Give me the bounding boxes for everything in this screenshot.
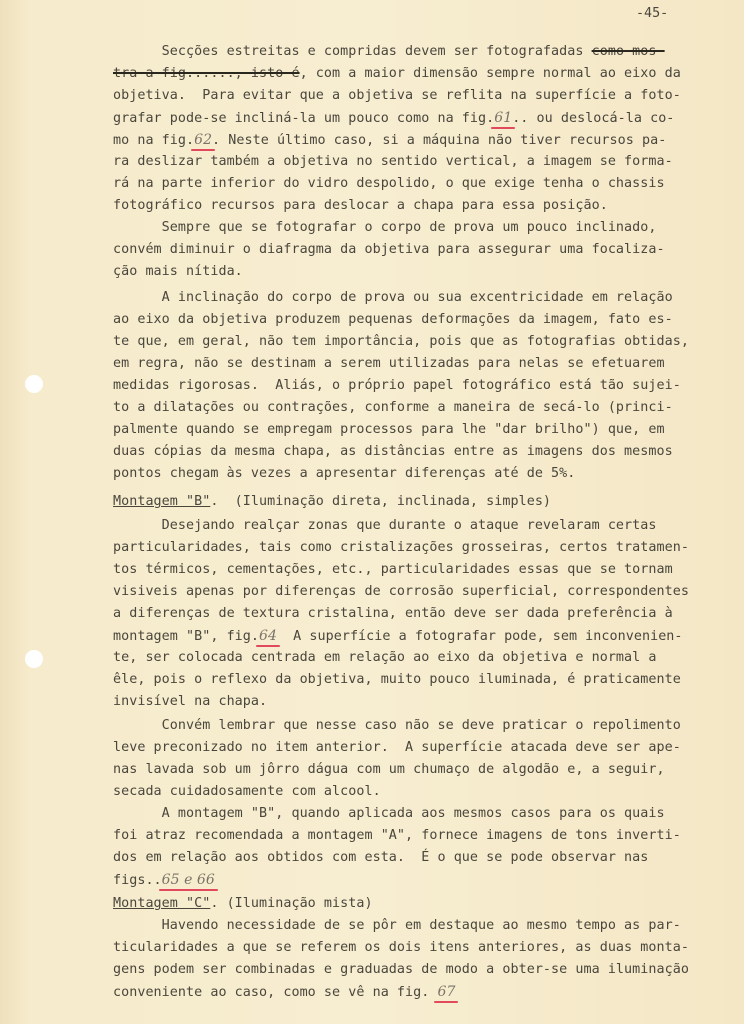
text-line <box>113 606 673 622</box>
line-text: dos em relação aos obtidos com esta. É o que se pode observar nas <box>113 850 649 865</box>
line-text: mo na fig. <box>113 133 195 148</box>
text-line <box>113 44 665 60</box>
line-text: foi atraz recomendada a montagem "A", fornece imagens de tons inverti- <box>113 828 681 843</box>
line-text: secada cuidadosamente com alcool. <box>113 784 381 799</box>
line-text: A superfície a fotografar pode, sem inconvenien- <box>276 629 683 644</box>
line-text: . Neste último caso, si a máquina não tiver recursos pa- <box>212 133 667 148</box>
text-line <box>113 828 681 844</box>
punch-hole <box>25 375 43 393</box>
text-line <box>113 984 455 1001</box>
line-text: te, ser colocada centrada em relação ao eixo da objetiva e normal a <box>113 650 657 665</box>
section-heading-line <box>113 494 551 510</box>
text-line <box>113 806 665 822</box>
line-text: Secções estreitas e compridas devem ser fotografadas <box>113 44 592 59</box>
text-line <box>113 540 689 556</box>
text-line <box>113 242 665 258</box>
line-text: tos térmicos, cementações, etc., particularidades essas que se tornam <box>113 562 673 577</box>
text-line <box>113 562 673 578</box>
page-number: -45- <box>636 6 669 21</box>
line-text: montagem "B", fig. <box>113 629 260 644</box>
text-line <box>113 198 608 214</box>
line-text: leve preconizado no item anterior. A superfície atacada deve ser ape- <box>113 740 681 755</box>
text-line <box>113 466 575 482</box>
line-text: ra deslizar também a objetiva no sentido vertical, a imagem se forma- <box>113 154 673 169</box>
text-line <box>113 154 673 170</box>
text-line <box>113 290 673 306</box>
section-heading: Montagem "C" <box>113 896 211 911</box>
line-text: , com a maior dimensão sempre normal ao eixo da <box>299 66 681 81</box>
text-line <box>113 784 381 800</box>
line-text: conveniente ao caso, como se vê na fig. <box>113 985 438 1000</box>
section-heading: Montagem "B" <box>113 494 211 509</box>
line-text: invisível na chapa. <box>113 694 268 709</box>
text-line <box>113 518 657 534</box>
line-text: fotográfico recursos para deslocar a chapa para essa posição. <box>113 198 608 213</box>
line-text: em regra, não se destinam a serem utilizadas para nelas se efetuarem <box>113 356 665 371</box>
text-line <box>113 176 665 192</box>
line-text: A montagem "B", quando aplicada aos mesmos casos para os quais <box>113 806 665 821</box>
text-line <box>113 110 674 127</box>
line-text: ção mais nítida. <box>113 264 243 279</box>
line-text: pontos chegam às vezes a apresentar diferenças até de 5%. <box>113 466 576 481</box>
line-text: convém diminuir o diafragma da objetiva para assegurar uma focaliza- <box>113 242 665 257</box>
line-text: Sempre que se fotografar o corpo de prova um pouco inclinado, <box>113 220 657 235</box>
text-line <box>113 940 689 956</box>
line-text: .. ou deslocá-la co- <box>512 111 675 126</box>
text-line <box>113 356 665 372</box>
line-text: palmente quando se empregam processos para lhe "dar brilho") que, em <box>113 422 665 437</box>
struck-out-text: como mos- <box>591 44 665 59</box>
text-line <box>113 422 665 438</box>
text-line <box>113 132 666 149</box>
line-text: a diferenças de textura cristalina, então deve ser dada preferência à <box>113 606 673 621</box>
line-text: visiveis apenas por diferenças de corrosão superficial, correspondentes <box>113 584 689 599</box>
text-line <box>113 694 267 710</box>
text-line <box>113 762 665 778</box>
line-text: medidas rigorosas. Aliás, o próprio papel fotográfico está tão sujei- <box>113 378 681 393</box>
line-text: particularidades, tais como cristalizações grosseiras, certos tratamen- <box>113 540 689 555</box>
line-text: Desejando realçar zonas que durante o ataque revelaram certas <box>113 518 657 533</box>
line-text: Havendo necessidade de se pôr em destaque ao mesmo tempo as par- <box>113 918 681 933</box>
text-line <box>113 740 681 756</box>
line-text: figs.. <box>113 873 162 888</box>
line-text: gens podem ser combinadas e graduadas de modo a obter-se uma iluminação <box>113 962 689 977</box>
section-heading-line <box>113 896 373 912</box>
line-text: êle, pois o reflexo da objetiva, muito pouco iluminada, é praticamente <box>113 672 681 687</box>
text-line <box>113 872 215 889</box>
text-line <box>113 918 681 934</box>
line-text: A inclinação do corpo de prova ou sua excentricidade em relação <box>113 290 673 305</box>
line-text: grafar pode-se incliná-la um pouco como na fig. <box>113 111 495 126</box>
line-text: Convém lembrar que nesse caso não se deve praticar o repolimento <box>113 718 681 733</box>
text-line <box>113 628 683 645</box>
text-line <box>113 220 657 236</box>
text-line <box>113 88 681 104</box>
text-line <box>113 400 673 416</box>
handwritten-figure-number: 67 <box>437 984 456 1000</box>
text-line <box>113 312 673 328</box>
line-text: ao eixo da objetiva produzem pequenas deformações da imagem, fato es- <box>113 312 673 327</box>
text-line <box>113 264 243 280</box>
line-text: to a dilatações ou contrações, conforme a maneira de secá-lo (princi- <box>113 400 673 415</box>
text-line <box>113 850 648 866</box>
text-line <box>113 444 673 460</box>
text-line <box>113 718 681 734</box>
text-line <box>113 378 681 394</box>
line-text: rá na parte inferior do vidro despolido, o que exige tenha o chassis <box>113 176 665 191</box>
text-line <box>113 66 681 82</box>
handwritten-figure-number: 65 e 66 <box>161 872 215 888</box>
text-line <box>113 672 681 688</box>
line-text: . (Iluminação direta, inclinada, simples) <box>210 494 552 509</box>
line-text: objetiva. Para evitar que a objetiva se reflita na superfície a foto- <box>113 88 681 103</box>
text-line <box>113 584 689 600</box>
line-text: te que, em geral, não tem importância, pois que as fotografias obtidas, <box>113 334 689 349</box>
line-text: ticularidades a que se referem os dois itens anteriores, as duas monta- <box>113 940 689 955</box>
handwritten-figure-number: 62 <box>194 132 213 148</box>
line-text: nas lavada sob um jôrro dágua com um chumaço de algodão e, a seguir, <box>113 762 665 777</box>
punch-hole <box>25 650 43 668</box>
handwritten-figure-number: 64 <box>259 628 277 644</box>
text-line <box>113 650 657 666</box>
text-line <box>113 334 689 350</box>
handwritten-figure-number: 61 <box>494 110 513 126</box>
text-line <box>113 962 689 978</box>
line-text: . (Iluminação mista) <box>210 896 373 911</box>
line-text: duas cópias da mesma chapa, as distâncias entre as imagens dos mesmos <box>113 444 673 459</box>
struck-out-text: tra a fig......, isto é <box>113 66 300 81</box>
